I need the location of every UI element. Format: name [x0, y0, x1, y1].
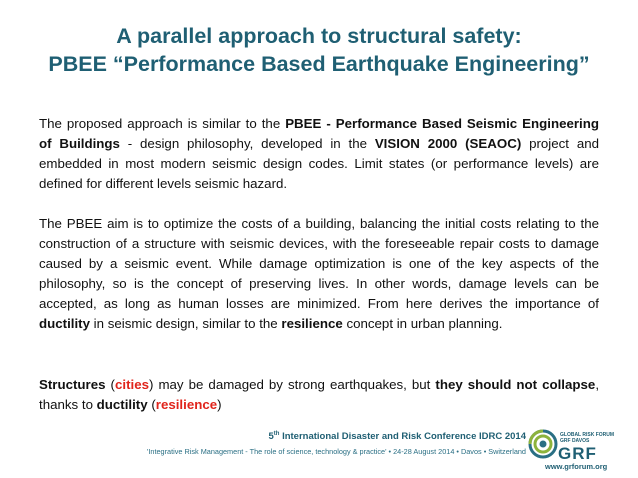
p3-bold-ductility: ductility [96, 397, 148, 412]
p2-bold-ductility: ductility [39, 316, 90, 331]
p1-text-1: The proposed approach is similar to the [39, 116, 286, 131]
conference-tagline: 'Integrative Risk Management - The role of science, technology & practice' • 24-28 August 2014 • Davos • Switzerland [146, 447, 526, 456]
slide-title [20, 22, 618, 78]
p3-bold-collapse: they should not collapse [435, 377, 596, 392]
p3-bold-structures: Structures [39, 377, 106, 392]
p1-bold-pbee: PBEE - Performance Based Seismic Engineering of Buildings [39, 116, 599, 151]
website-link[interactable]: www.grforum.org [545, 462, 608, 471]
paragraph-2 [39, 214, 599, 334]
conference-footer [147, 431, 526, 458]
p3-red-cities: cities [114, 377, 149, 392]
p1-bold-vision: VISION 2000 (SEAOC) [374, 136, 522, 151]
p2-text-1: The PBEE aim is to optimize the costs of a building, balancing the initial costs relating to the construction of a structure with seismic devices, with the foreseeable repair costs to damage caused by a seismic event. While damage optimization is one of the key aspects of the philosophy, so is the concept of preserving lives. In other words, damage levels can be accepted, as long as human losses are minimized. From here derives the importance of [39, 216, 599, 311]
p3-text-3: , thanks to [39, 377, 600, 412]
p3-red-resilience: resilience [155, 397, 218, 412]
logo-small-text: GLOBAL RISK FORUM GRF DAVOS [560, 432, 615, 444]
p3-text-2: ) may be damaged by strong earthquakes, but [149, 377, 436, 392]
conference-number: 5 [268, 431, 274, 442]
title-line-2: PBEE “Performance Based Earthquake Engineering” [48, 52, 590, 76]
title-line-1: A parallel approach to structural safety: [116, 24, 522, 48]
conference-title [147, 431, 526, 443]
p2-text-2: in seismic design, similar to the [89, 316, 282, 331]
p3-text-4: ( [147, 397, 156, 412]
p3-text-5: ) [217, 397, 222, 412]
p2-bold-resilience: resilience [281, 316, 343, 331]
p1-text-2: - design philosophy, developed in the [119, 136, 375, 151]
conference-ordinal: th [273, 431, 280, 437]
p2-text-3: concept in urban planning. [342, 316, 503, 331]
p1-text-3: project and embedded in most modern seismic design codes. Limit states (or performance levels) are defined for different levels seismic hazard. [39, 136, 600, 191]
paragraph-3 [39, 375, 599, 415]
p3-text-1: ( [105, 377, 115, 392]
paragraph-1 [39, 114, 599, 194]
logo-acronym: GRF [558, 444, 597, 463]
conference-name: International Disaster and Risk Conference IDRC 2014 [279, 431, 526, 442]
